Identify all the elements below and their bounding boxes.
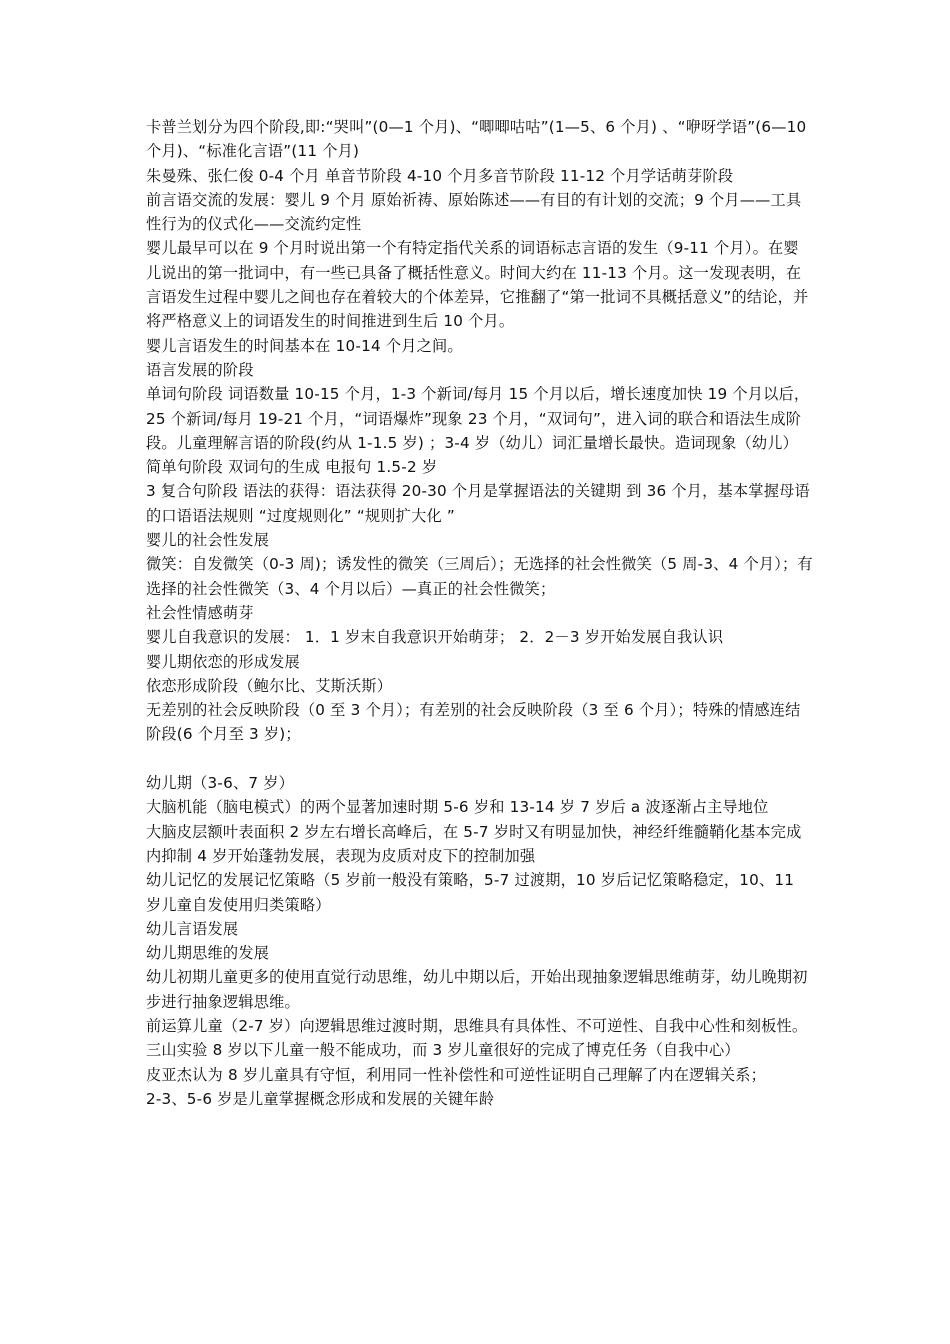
paragraph-attachment-phases: 无差别的社会反映阶段（0 至 3 个月）；有差别的社会反映阶段（3 至 6 个月）；特殊的情感连结阶段(6 个月至 3 岁)； bbox=[146, 701, 801, 744]
paragraph-complex-sentence-stage: 3 复合句阶段 语法的获得：语法获得 20-30 个月是掌握语法的关键期 到 36 个月，基本掌握母语的口语语法规则 “过度规则化” “规则扩大化 ” bbox=[146, 482, 810, 525]
paragraph-concept-key-ages: 2-3、5-6 岁是儿童掌握概念形成和发展的关键年龄 bbox=[146, 1089, 495, 1108]
paragraph-one-word-stage: 单词句阶段 词语数量 10-15 个月，1-3 个新词/每月 15 个月以后，增长速度加快 19 个月以后，25 个新词/每月 19-21 个月，“词语爆炸”现象 23 个月，“双词句”，进入词的联合和语法生成阶段。儿童理解言语的阶段(约从 1-1.5 岁) ；3-4 岁（幼儿）词汇量增长最快。造词现象（幼儿） bbox=[146, 385, 810, 452]
paragraph-prelinguistic-communication: 前言语交流的发展：婴儿 9 个月 原始祈祷、原始陈述——有目的有计划的交流；9 个月——工具性行为的仪式化——交流约定性 bbox=[146, 190, 802, 234]
paragraph-first-words: 婴儿最早可以在 9 个月时说出第一个有特定指代关系的词语标志言语的发生（9-11 个月）。在婴儿说出的第一批词中，有一些已具备了概括性意义。时间大约在 11-13 个月。这一发现表明，在言语发生过程中婴儿之间也存在着较大的个体差异，它推翻了“第一批词不具概括意义”的结论，并将严格意义上的词语发生的时间推进到生后 10 个月。 bbox=[146, 239, 809, 331]
heading-child-thinking: 幼儿期思维的发展 bbox=[146, 944, 270, 963]
document-body bbox=[146, 115, 814, 1111]
paragraph-zhu-zhang-stages: 朱曼殊、张仁俊 0-4 个月 单音节阶段 4-10 个月多音节阶段 11-12 个月学话萌芽阶段 bbox=[146, 166, 734, 185]
heading-language-stages: 语言发展的阶段 bbox=[146, 360, 254, 379]
heading-child-language: 幼儿言语发展 bbox=[146, 919, 239, 938]
paragraph-self-awareness: 婴儿自我意识的发展： 1．1 岁末自我意识开始萌芽； 2．2－3 岁开始发展自我认识 bbox=[146, 628, 724, 647]
paragraph-internal-inhibition: 内抑制 4 岁开始蓬勃发展，表现为皮质对皮下的控制加强 bbox=[146, 846, 536, 865]
paragraph-brain-function: 大脑机能（脑电模式）的两个显著加速时期 5-6 岁和 13-14 岁 7 岁后 a 波逐渐占主导地位 bbox=[146, 798, 769, 817]
paragraph-three-mountains: 三山实验 8 岁以下儿童一般不能成功，而 3 岁儿童很好的完成了博克任务（自我中心） bbox=[146, 1041, 740, 1060]
heading-attachment-development: 婴儿期依恋的形成发展 bbox=[146, 652, 300, 671]
paragraph-kaplan-stages: 卡普兰划分为四个阶段,即:“哭叫”(0—1 个月)、“唧唧咕咕”(1—5、6 个月) 、“咿呀学语”(6—10 个月)、“标准化言语”(11 个月) bbox=[146, 118, 807, 161]
paragraph-speech-onset-range: 婴儿言语发生的时间基本在 10-14 个月之间。 bbox=[146, 336, 463, 355]
heading-attachment-phases: 依恋形成阶段（鲍尔比、艾斯沃斯） bbox=[146, 676, 393, 695]
blank-line bbox=[146, 747, 814, 771]
heading-infant-social-development: 婴儿的社会性发展 bbox=[146, 531, 270, 550]
paragraph-preoperational: 前运算儿童（2-7 岁）向逻辑思维过渡时期，思维具有具体性、不可逆性、自我中心性和刻板性。 bbox=[146, 1016, 808, 1035]
heading-social-emotion: 社会性情感萌芽 bbox=[146, 603, 254, 622]
paragraph-smiling: 微笑：自发微笑（0-3 周)；诱发性的微笑（三周后）；无选择的社会性微笑（5 周-3、4 个月）；有选择的社会性微笑（3、4 个月以后）—真正的社会性微笑； bbox=[146, 555, 813, 598]
paragraph-memory-strategy: 幼儿记忆的发展记忆策略（5 岁前一般没有策略，5-7 过渡期，10 岁后记忆策略稳定，10、11 岁儿童自发使用归类策略） bbox=[146, 871, 795, 914]
paragraph-simple-sentence-stage: 简单句阶段 双词句的生成 电报句 1.5-2 岁 bbox=[146, 458, 438, 477]
paragraph-piaget-conservation: 皮亚杰认为 8 岁儿童具有守恒，利用同一性补偿性和可逆性证明自己理解了内在逻辑关系； bbox=[146, 1065, 767, 1084]
paragraph-thinking-stages: 幼儿初期儿童更多的使用直觉行动思维，幼儿中期以后，开始出现抽象逻辑思维萌芽，幼儿晚期初步进行抽象逻辑思维。 bbox=[146, 968, 808, 1011]
heading-early-childhood: 幼儿期（3-6、7 岁） bbox=[146, 774, 295, 793]
paragraph-frontal-cortex: 大脑皮层额叶表面积 2 岁左右增长高峰后，在 5-7 岁时又有明显加快，神经纤维髓鞘化基本完成 bbox=[146, 822, 802, 841]
